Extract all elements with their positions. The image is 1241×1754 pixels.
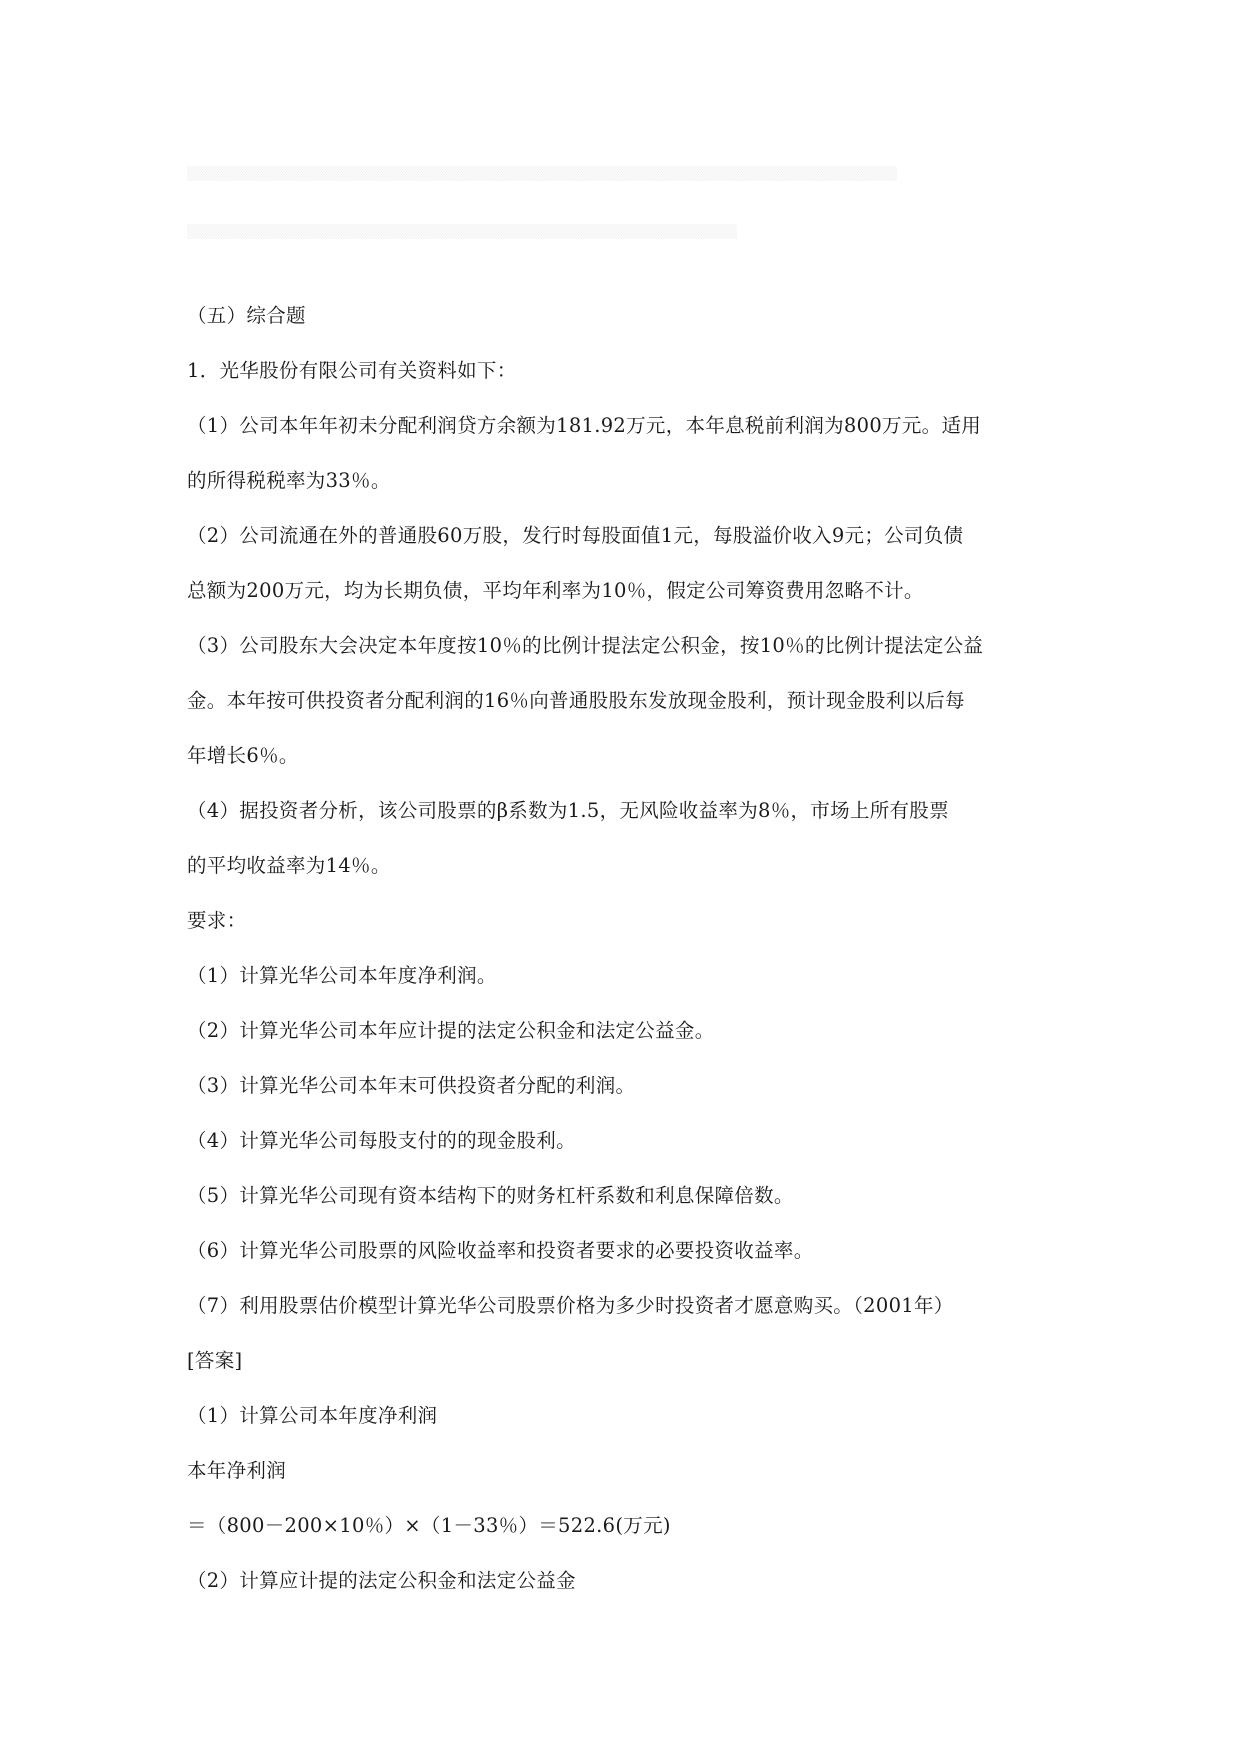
faint-watermark-line-2: ▒▒▒▒▒▒▒▒▒▒▒▒▒▒▒▒▒▒▒▒▒▒▒▒▒▒▒▒▒▒▒▒▒▒▒▒▒▒▒▒▒▒▒▒▒▒▒▒▒▒▒▒▒▒▒	[187, 225, 737, 240]
answer-line: （1）计算公司本年度净利润	[187, 1404, 438, 1427]
requirement-item: （3）计算光华公司本年末可供投资者分配的利润。	[187, 1074, 636, 1097]
section-heading: （五）综合题	[187, 304, 306, 327]
question-line: 的所得税税率为33％。	[187, 469, 391, 492]
question-line: 金。本年按可供投资者分配利润的16％向普通股股东发放现金股利，预计现金股利以后每	[187, 689, 965, 712]
requirements-heading: 要求：	[187, 909, 247, 932]
requirement-item: （1）计算光华公司本年度净利润。	[187, 964, 497, 987]
requirement-item: （6）计算光华公司股票的风险收益率和投资者要求的必要投资收益率。	[187, 1239, 814, 1262]
question-line: 总额为200万元，均为长期负债，平均年利率为10％，假定公司筹资费用忽略不计。	[187, 579, 924, 602]
question-line: （2）公司流通在外的普通股60万股，发行时每股面值1元，每股溢价收入9元；公司负债	[187, 524, 964, 547]
question-line: 的平均收益率为14％。	[187, 854, 391, 877]
answer-line: （2）计算应计提的法定公积金和法定公益金	[187, 1569, 576, 1592]
requirement-item: （7）利用股票估价模型计算光华公司股票价格为多少时投资者才愿意购买。（2001年）	[187, 1294, 954, 1317]
question-intro: 1．光华股份有限公司有关资料如下：	[187, 359, 517, 382]
requirement-item: （5）计算光华公司现有资本结构下的财务杠杆系数和利息保障倍数。	[187, 1184, 794, 1207]
answer-formula: ＝（800－200×10％）×（1－33％）＝522.6(万元)	[187, 1514, 671, 1537]
answer-line: 本年净利润	[187, 1459, 287, 1482]
question-line: 年增长6％。	[187, 744, 299, 767]
faint-watermark-line-1: ▒▒▒▒▒▒▒▒▒▒▒▒▒▒▒▒▒▒▒▒▒▒▒▒▒▒▒▒▒▒▒▒▒▒▒▒▒▒▒▒▒▒▒▒▒▒▒▒▒▒▒▒▒▒▒▒▒▒▒▒▒▒▒▒▒▒▒▒▒▒▒	[187, 167, 897, 182]
requirement-item: （4）计算光华公司每股支付的的现金股利。	[187, 1129, 576, 1152]
question-line: （1）公司本年年初未分配利润贷方余额为181.92万元，本年息税前利润为800万元。适用	[187, 414, 982, 437]
answer-heading: [答案]	[187, 1349, 243, 1372]
requirement-item: （2）计算光华公司本年应计提的法定公积金和法定公益金。	[187, 1019, 715, 1042]
question-line: （4）据投资者分析，该公司股票的β系数为1.5，无风险收益率为8％，市场上所有股票	[187, 799, 949, 822]
question-line: （3）公司股东大会决定本年度按10％的比例计提法定公积金，按10％的比例计提法定公益	[187, 634, 984, 657]
